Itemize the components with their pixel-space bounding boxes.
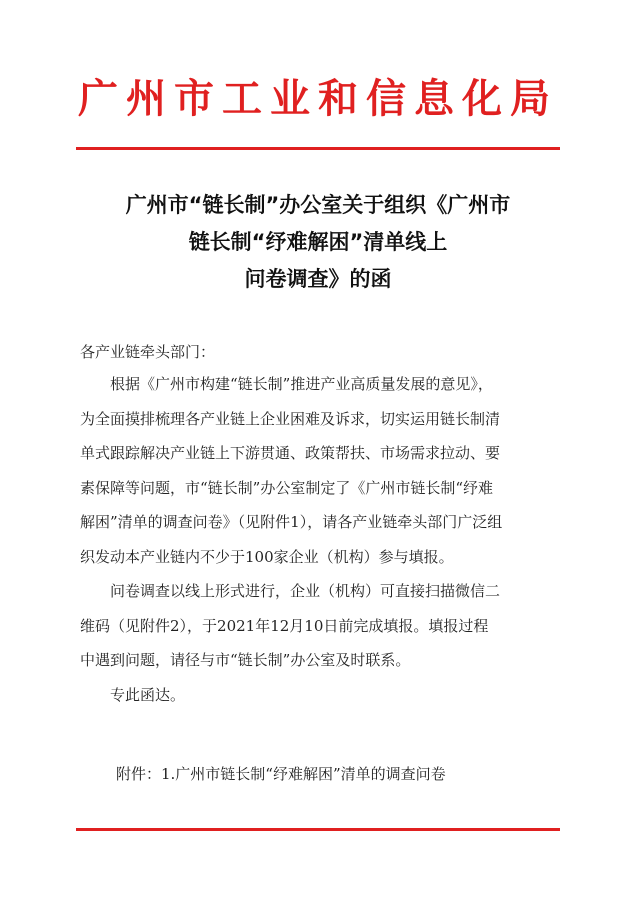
body-line: 织发动本产业链内不少于100家企业（机构）参与填报。 — [80, 547, 454, 566]
footer-red-rule — [76, 828, 560, 831]
body-line: 解困”清单的调查问卷》（见附件1），请各产业链牵头部门广泛组 — [80, 513, 503, 531]
attachment-line: 附件：1.广州市链长制“纾难解困”清单的调查问卷 — [116, 765, 446, 783]
body-line: 为全面摸排梳理各产业链上企业困难及诉求，切实运用链长制清 — [80, 409, 501, 428]
title-line: 链长制“纾难解困”清单线上 — [188, 230, 448, 254]
body-line: 单式跟踪解决产业链上下游贯通、政策帮扶、市场需求拉动、要 — [80, 444, 501, 462]
document-title — [60, 187, 576, 298]
masthead-red-rule — [76, 147, 560, 150]
body-line: 问卷调查以线上形式进行，企业（机构）可直接扫描微信二 — [110, 582, 501, 600]
title-line: 问卷调查》的函 — [244, 267, 392, 291]
salutation: 各产业链牵头部门： — [80, 343, 216, 361]
masthead-org-name: 广州市工业和信息化局 — [78, 76, 558, 122]
body-line: 素保障等问题，市“链长制”办公室制定了《广州市链长制“纾难 — [80, 478, 494, 497]
document-body — [80, 367, 560, 712]
body-line: 维码（见附件2），于2021年12月10日前完成填报。填报过程 — [80, 616, 489, 635]
closing-line: 专此函达。 — [110, 685, 186, 704]
body-line: 中遇到问题，请径与市“链长制”办公室及时联系。 — [80, 651, 411, 669]
title-line: 广州市“链长制”办公室关于组织《广州市 — [125, 193, 511, 217]
body-line: 根据《广州市构建“链长制”推进产业高质量发展的意见》， — [110, 375, 493, 393]
